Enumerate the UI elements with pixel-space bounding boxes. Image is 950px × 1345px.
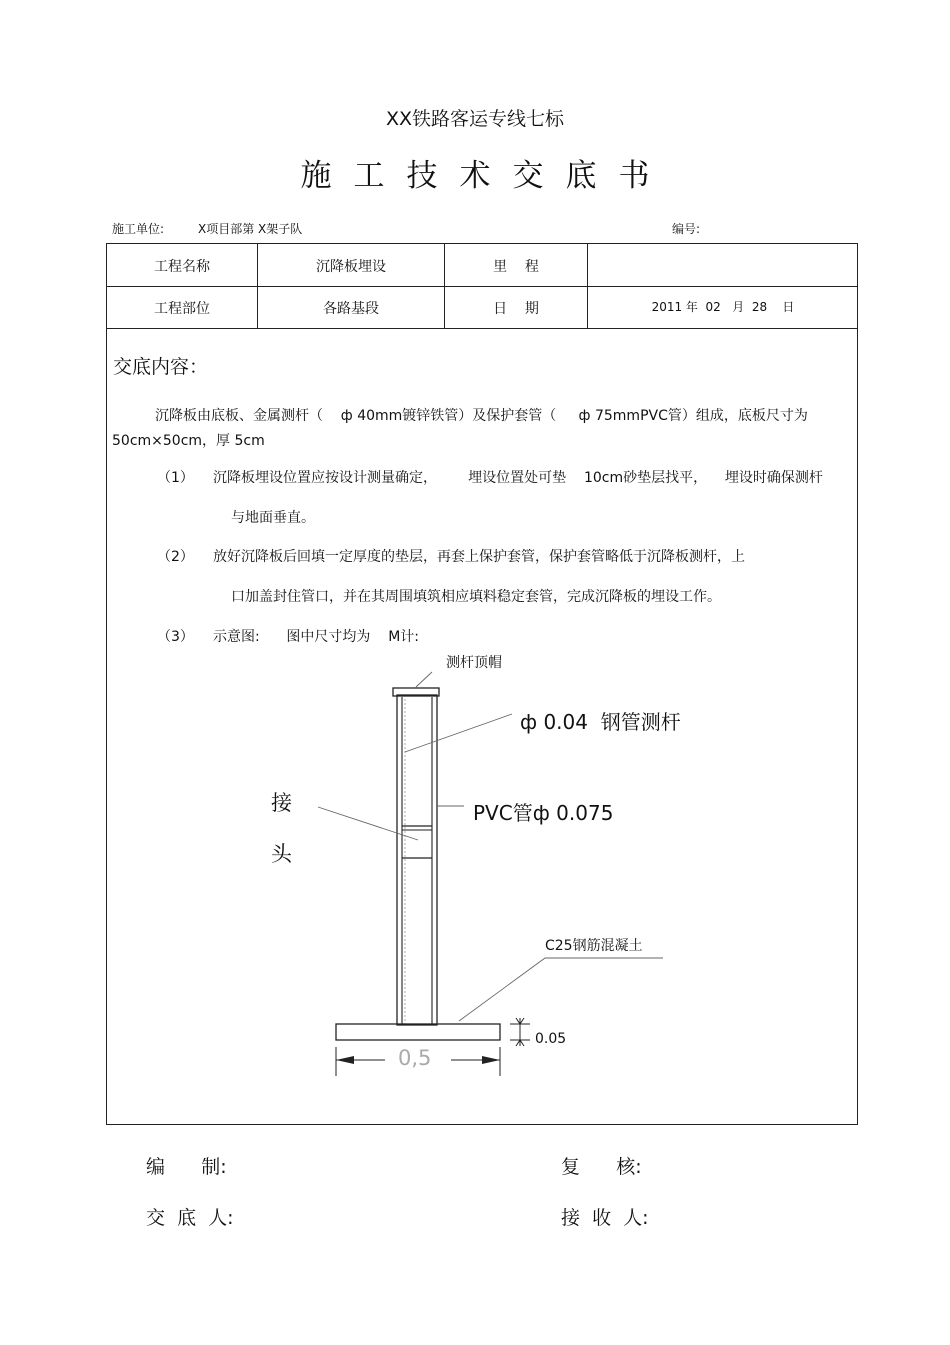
- width-arrow-right: [482, 1056, 500, 1064]
- pvc-outer-pipe: [397, 695, 437, 1025]
- label-pvc-pipe: PVC管ф 0.075: [473, 801, 614, 825]
- signature-compiled: 编 制:: [146, 1156, 227, 1178]
- date-value: 2011 年 02 月 28 日: [651, 300, 795, 314]
- label-concrete: C25钢筋混凝土: [545, 938, 643, 954]
- number-label: 编号:: [672, 222, 701, 236]
- project-name-label: 工程名称: [154, 259, 210, 275]
- label-rod-cap: 测杆顶帽: [446, 655, 502, 671]
- base-plate: [336, 1024, 500, 1040]
- item-1-line-2: 与地面垂直。: [231, 510, 315, 526]
- unit-label: 施工单位:: [112, 222, 165, 236]
- project-name-value: 沉降板埋设: [316, 259, 386, 275]
- item-1-number: （1）: [157, 470, 194, 486]
- rod-leader: [405, 714, 512, 752]
- project-part-value: 各路基段: [323, 301, 379, 317]
- signature-receiver: 接 收 人:: [561, 1207, 649, 1229]
- item-3-text: 示意图: 图中尺寸均为 M计:: [213, 629, 420, 645]
- date-label: 日 期: [493, 301, 539, 317]
- item-3-number: （3）: [157, 629, 194, 645]
- label-width: 0,5: [398, 1046, 432, 1070]
- item-2-number: （2）: [157, 549, 194, 565]
- cap-leader: [416, 672, 432, 687]
- item-2-line-1: 放好沉降板后回填一定厚度的垫层，再套上保护套管，保护套管略低于沉降板测杆，上: [213, 549, 745, 565]
- label-joint-2: 头: [271, 842, 292, 866]
- content-heading: 交底内容：: [113, 356, 209, 378]
- mileage-label: 里 程: [493, 259, 539, 275]
- intro-line-2: 50cm×50cm，厚 5cm: [112, 433, 265, 449]
- width-arrow-left: [336, 1056, 354, 1064]
- label-joint-1: 接: [271, 791, 292, 815]
- project-name: XX铁路客运专线七标: [385, 108, 565, 130]
- concrete-leader: [459, 958, 663, 1021]
- item-2-line-2: 口加盖封住管口，并在其周围填筑相应填料稳定套管，完成沉降板的埋设工作。: [231, 589, 721, 605]
- intro-line-1: 沉降板由底板、金属测杆（ ф 40mm镀锌铁管）及保护套管（ ф 75mmPVC管）组成，底板尺寸为: [155, 408, 808, 424]
- item-1-line-1: 沉降板埋设位置应按设计测量确定， 埋设位置处可垫 10cm砂垫层找平， 埋设时确保测杆: [213, 470, 823, 486]
- signature-issuer: 交 底 人:: [146, 1207, 234, 1229]
- joint-leader: [318, 807, 418, 840]
- unit-value: X项目部第 X架子队: [198, 222, 303, 236]
- label-thickness: 0.05: [535, 1031, 567, 1047]
- label-steel-rod: ф 0.04 钢管测杆: [520, 710, 681, 734]
- signature-reviewed: 复 核:: [561, 1156, 642, 1178]
- project-part-label: 工程部位: [154, 301, 210, 317]
- document-title: 施工技术交底书: [300, 158, 672, 194]
